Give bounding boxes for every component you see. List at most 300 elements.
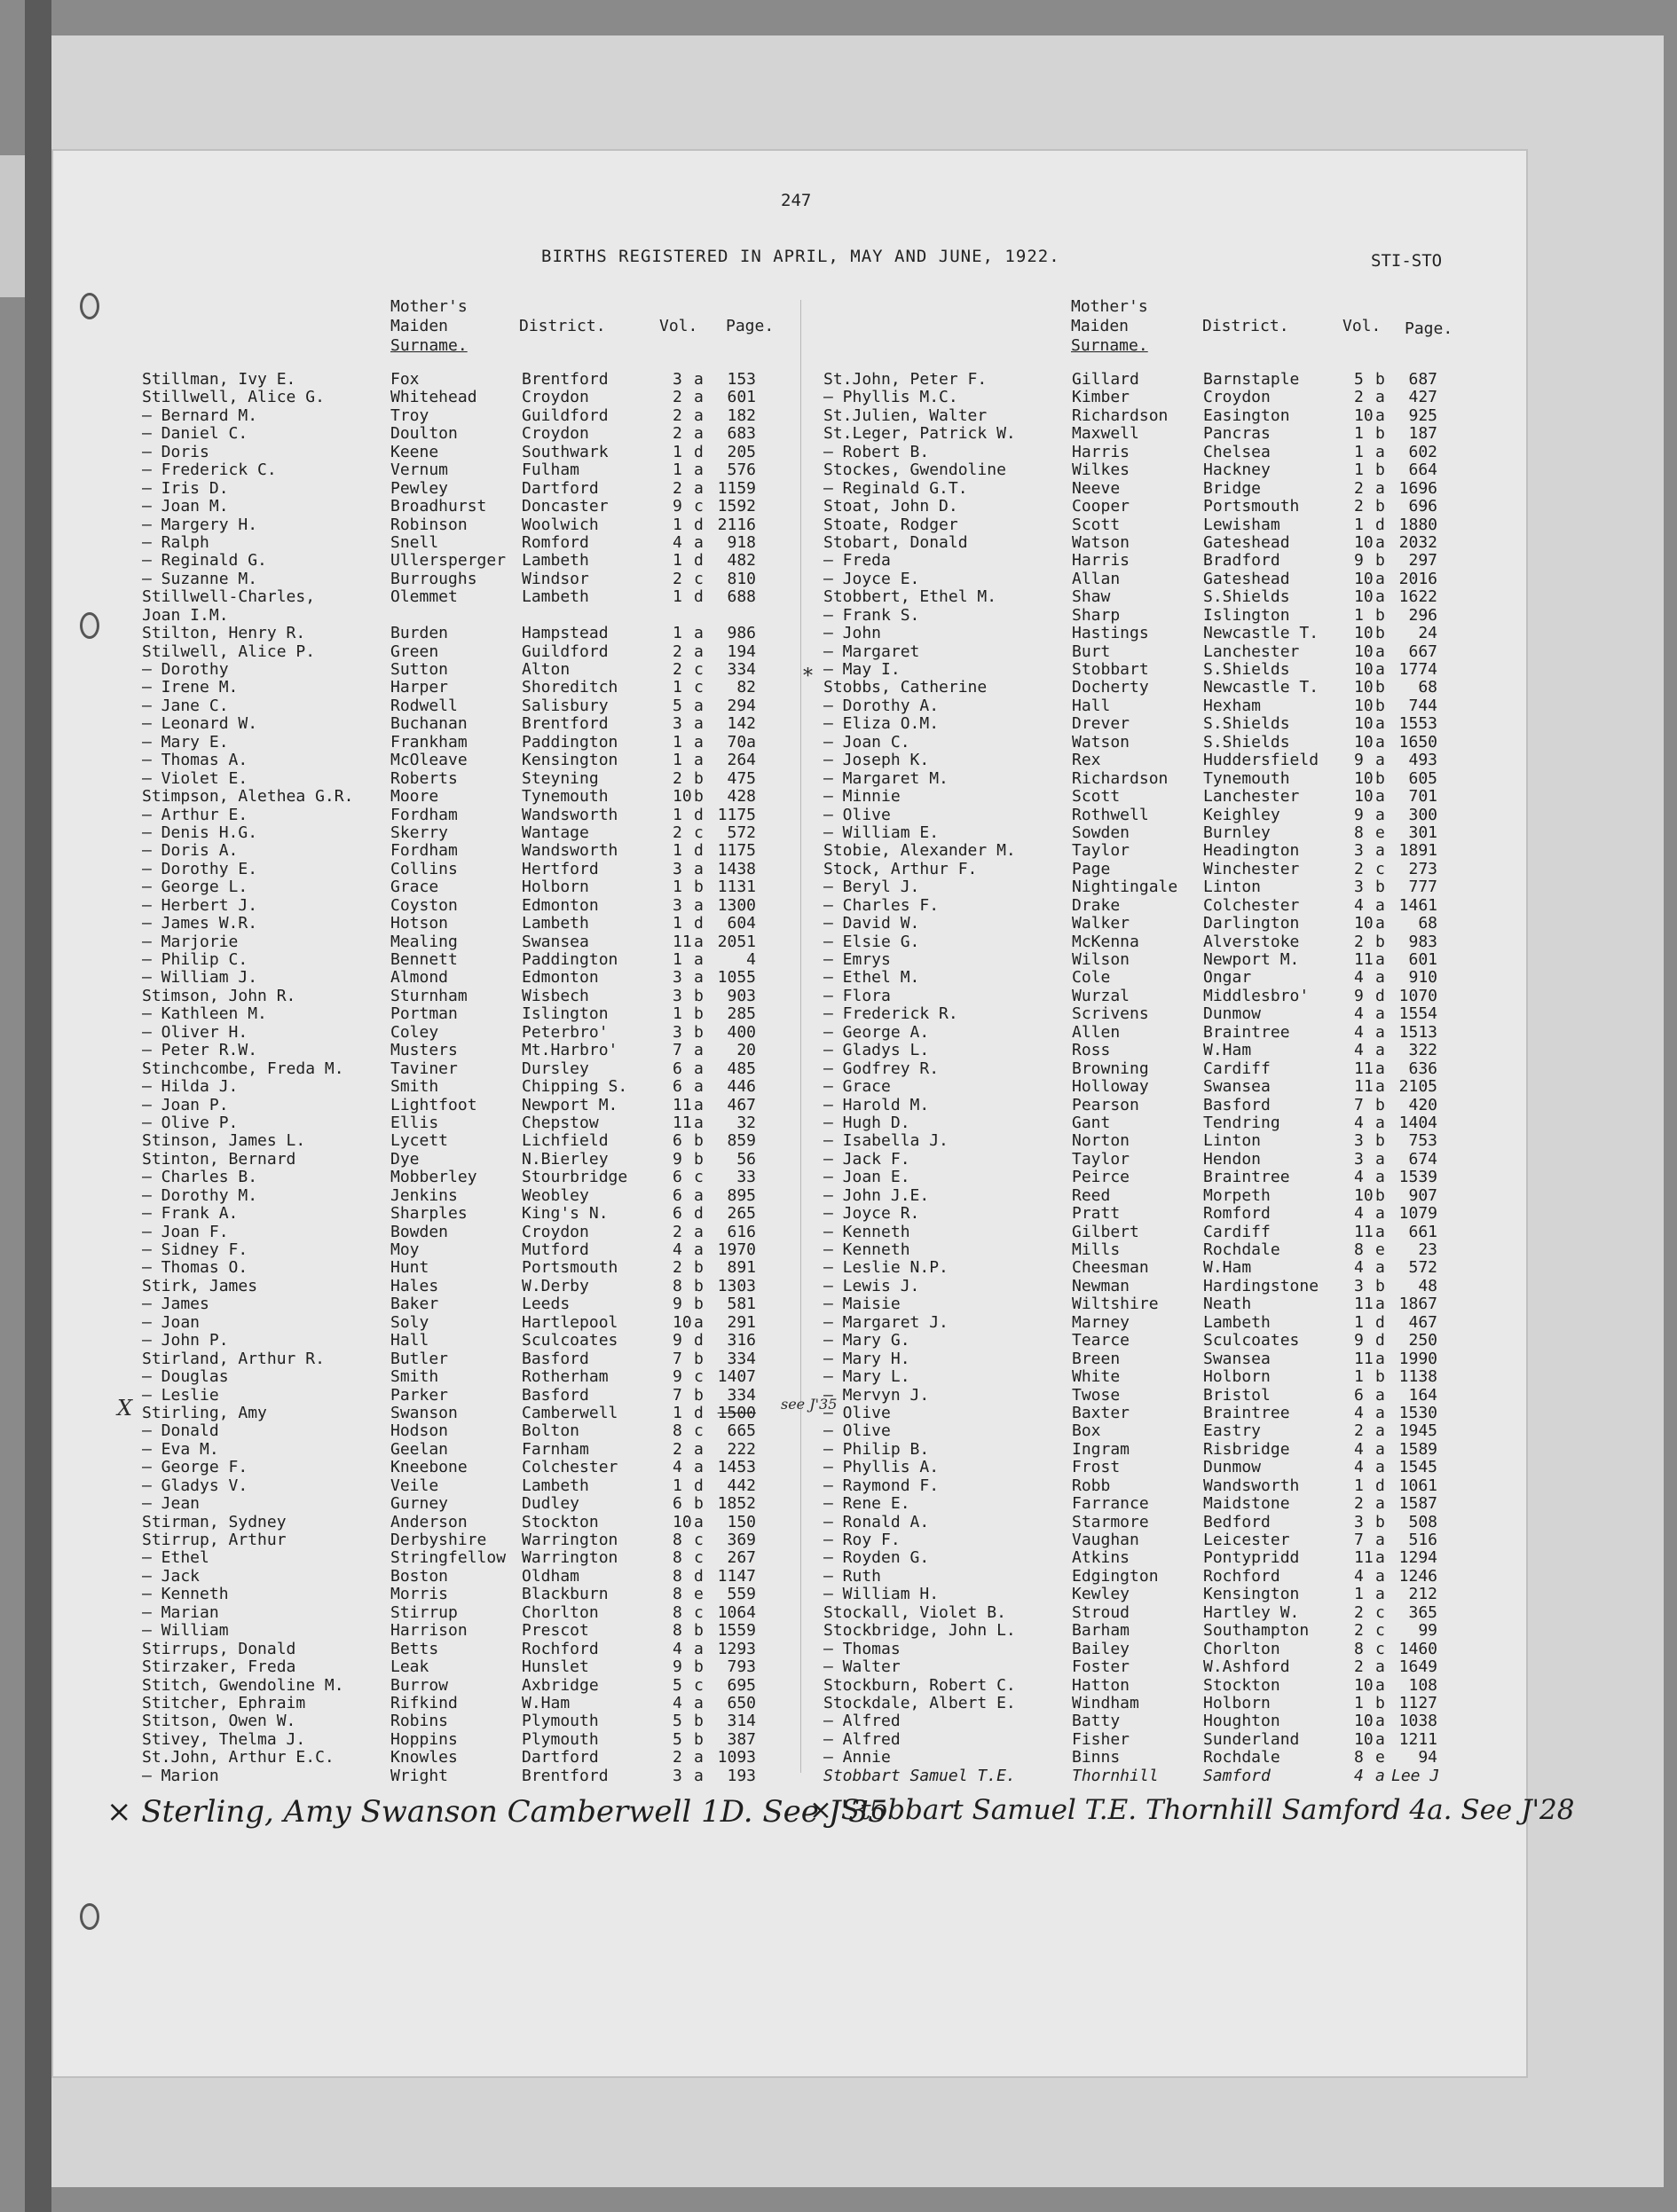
- entry-volume-letter: a: [694, 642, 704, 661]
- entry-volume-letter: a: [1375, 841, 1385, 861]
- register-entry: [142, 1132, 781, 1150]
- entry-page: 205: [727, 442, 756, 461]
- entry-district: Hexham: [1203, 696, 1262, 715]
- register-entry: [823, 1332, 1462, 1350]
- entry-mother-surname: Sturnham: [390, 986, 468, 1005]
- entry-name: — William H.: [823, 1585, 940, 1604]
- entry-mother-surname: Richardson: [1072, 768, 1169, 788]
- entry-page: 1175: [717, 805, 756, 824]
- entry-name: — Frank S.: [823, 605, 920, 625]
- entry-district: Islington: [522, 1004, 609, 1024]
- entry-page: 674: [1408, 1149, 1437, 1169]
- entry-mother-surname: Pearson: [1072, 1095, 1139, 1114]
- entry-district: Wandsworth: [1203, 1476, 1300, 1495]
- entry-volume-letter: a: [1375, 1077, 1385, 1097]
- entry-name: — Reginald G.: [142, 551, 267, 571]
- entry-district: Axbridge: [522, 1675, 599, 1695]
- entry-name: Stoate, Rodger: [823, 515, 958, 534]
- entry-name: — Walter: [823, 1657, 901, 1677]
- entry-district: Newcastle T.: [1203, 624, 1319, 643]
- entry-mother-surname: Pratt: [1072, 1204, 1121, 1224]
- entry-mother-surname: Collins: [390, 859, 458, 878]
- register-entry: [823, 1459, 1462, 1476]
- entry-mother-surname: Morris: [390, 1585, 449, 1604]
- entry-mother-surname: Doulton: [390, 424, 458, 444]
- register-entry: [142, 516, 781, 534]
- register-entry: [823, 715, 1462, 733]
- entry-page: 1554: [1398, 1004, 1437, 1024]
- register-entry: [823, 1568, 1462, 1586]
- entry-name: — Peter R.W.: [142, 1041, 258, 1060]
- entry-volume-letter: a: [694, 968, 704, 988]
- entry-volume: 3: [673, 859, 682, 878]
- entry-name: — Margaret M.: [823, 768, 949, 788]
- register-entry: [142, 1712, 781, 1730]
- entry-district: Tynemouth: [522, 787, 609, 807]
- entry-name: — Hugh D.: [823, 1113, 910, 1132]
- entry-name: — Hilda J.: [142, 1077, 239, 1097]
- entry-district: S.Shields: [1203, 714, 1290, 734]
- entry-name: — Olive P.: [142, 1113, 239, 1132]
- entry-volume-letter: a: [1375, 1059, 1385, 1078]
- entry-volume: 10: [673, 787, 692, 807]
- entry-name: — George F.: [142, 1458, 248, 1477]
- entry-mother-surname: Stobbart: [1072, 660, 1149, 679]
- register-entry: [823, 607, 1462, 625]
- entry-mother-surname: Rex: [1072, 751, 1101, 770]
- register-entry: [142, 534, 781, 552]
- entry-mother-surname: Musters: [390, 1041, 458, 1060]
- register-entry: [142, 1677, 781, 1695]
- handwritten-entry-left: × Sterling, Amy Swanson Camberwell 1D. See J'35: [106, 1794, 887, 1830]
- register-entry: [823, 661, 1462, 679]
- entry-mother-surname: Allan: [1072, 569, 1121, 588]
- entry-mother-surname: Olemmet: [390, 587, 458, 607]
- entry-district: Brentford: [522, 1766, 609, 1785]
- entry-volume-letter: c: [694, 1675, 704, 1695]
- register-entry: [142, 951, 781, 969]
- entry-volume-letter: a: [1375, 1548, 1385, 1568]
- entry-volume-letter: b: [1375, 768, 1385, 788]
- entry-volume: 1: [1354, 461, 1364, 480]
- register-entry: [823, 697, 1462, 715]
- entry-district: Rotherham: [522, 1367, 609, 1387]
- entry-name: — Philip C.: [142, 950, 248, 969]
- register-entry: [823, 1405, 1462, 1422]
- register-entry: [142, 824, 781, 842]
- entry-name: Stitch, Gwendoline M.: [142, 1675, 344, 1695]
- entry-mother-surname: Holloway: [1072, 1077, 1149, 1097]
- entry-name: — Sidney F.: [142, 1240, 248, 1259]
- entry-page: 475: [727, 768, 756, 788]
- register-entry: [142, 679, 781, 697]
- entry-volume-letter: a: [694, 1312, 704, 1332]
- register-entry: [142, 1568, 781, 1586]
- entry-page: 56: [736, 1149, 756, 1169]
- entry-name: — Minnie: [823, 787, 901, 807]
- entry-name: — Ruth: [823, 1566, 882, 1586]
- register-entry: [142, 1405, 781, 1422]
- entry-district: Stockton: [1203, 1675, 1280, 1695]
- register-entry: [823, 480, 1462, 498]
- register-entry: [142, 1005, 781, 1023]
- entry-district: Southwark: [522, 442, 609, 461]
- register-entry: [142, 1514, 781, 1531]
- register-entry: [823, 425, 1462, 443]
- entry-name: Stockes, Gwendoline: [823, 461, 1006, 480]
- entry-name: Stillwell, Alice G.: [142, 388, 325, 407]
- entry-page: 2016: [1398, 569, 1437, 588]
- header-vol-left: Vol.: [659, 317, 698, 335]
- entry-mother-surname: Taylor: [1072, 1149, 1130, 1169]
- entry-mother-surname: Burden: [390, 624, 449, 643]
- entry-district: Linton: [1203, 878, 1262, 897]
- entry-mother-surname: Moy: [390, 1240, 420, 1259]
- entry-mother-surname: Gant: [1072, 1113, 1111, 1132]
- entry-mother-surname: Kneebone: [390, 1458, 468, 1477]
- entry-name: — Roy F.: [823, 1531, 901, 1549]
- entry-volume-letter: d: [694, 841, 704, 861]
- entry-volume: 1: [673, 1004, 682, 1024]
- entry-volume: 2: [1354, 859, 1364, 878]
- entry-page: 285: [727, 1004, 756, 1024]
- entry-volume-letter: b: [1375, 1095, 1385, 1114]
- entry-volume: 6: [673, 1077, 682, 1097]
- entry-mother-surname: Lycett: [390, 1131, 449, 1151]
- register-entry: [142, 1205, 781, 1223]
- entry-volume: 8: [673, 1531, 682, 1549]
- entry-mother-surname: Fordham: [390, 841, 458, 861]
- entry-mother-surname: Ross: [1072, 1041, 1111, 1060]
- entry-name: — Frank A.: [142, 1204, 239, 1224]
- entry-volume: 10: [1354, 1185, 1374, 1205]
- register-entry: [823, 534, 1462, 552]
- entry-mother-surname: Veile: [390, 1476, 439, 1495]
- register-entry: [142, 607, 781, 625]
- entry-volume: 1: [673, 515, 682, 534]
- header-mother-right: Mother's Maiden Surname.: [1071, 297, 1148, 355]
- entry-page: 1460: [1398, 1639, 1437, 1658]
- entry-name: — Doris A.: [142, 841, 239, 861]
- entry-volume-letter: a: [1375, 1004, 1385, 1024]
- entry-volume-letter: b: [694, 1494, 704, 1514]
- entry-volume: 10: [1354, 1712, 1374, 1731]
- entry-district: Middlesbro': [1203, 986, 1310, 1005]
- entry-volume: 4: [1354, 895, 1364, 915]
- header-district-right: District.: [1202, 317, 1289, 335]
- entry-page: 365: [1408, 1602, 1437, 1622]
- entry-volume: 10: [1354, 624, 1374, 643]
- entry-volume: 8: [673, 1566, 682, 1586]
- entry-volume: 10: [1354, 1675, 1374, 1695]
- entry-name: — Oliver H.: [142, 1022, 248, 1042]
- entry-volume-letter: d: [694, 442, 704, 461]
- register-entry: [142, 1169, 781, 1186]
- entry-district: Maidstone: [1203, 1494, 1290, 1514]
- entry-name: Stirrup, Arthur: [142, 1531, 287, 1549]
- entry-name: — John P.: [142, 1331, 229, 1350]
- register-entry: [142, 425, 781, 443]
- entry-page: 427: [1408, 388, 1437, 407]
- entry-name: — Joyce E.: [823, 569, 920, 588]
- entry-mother-surname: Vernum: [390, 461, 449, 480]
- entry-volume: 10: [1354, 914, 1374, 933]
- entry-volume-letter: c: [694, 1531, 704, 1549]
- entry-volume-letter: a: [1375, 442, 1385, 461]
- entry-district: Hendon: [1203, 1149, 1262, 1169]
- entry-volume: 4: [673, 532, 682, 552]
- entry-volume-letter: a: [694, 1512, 704, 1531]
- entry-mother-surname: Dye: [390, 1149, 420, 1169]
- entry-volume-letter: a: [1375, 388, 1385, 407]
- entry-district: Cardiff: [1203, 1222, 1271, 1241]
- entry-district: Basford: [522, 1349, 589, 1368]
- entry-volume: 1: [673, 841, 682, 861]
- entry-volume: 6: [673, 1168, 682, 1187]
- entry-name: — Dorothy: [142, 660, 229, 679]
- entry-mother-surname: Hodson: [390, 1421, 449, 1441]
- entry-volume-letter: b: [694, 1385, 704, 1405]
- entry-volume-letter: b: [1375, 424, 1385, 444]
- entry-page: 99: [1418, 1621, 1437, 1641]
- register-entry: [823, 842, 1462, 860]
- entry-page: 1211: [1398, 1729, 1437, 1749]
- entry-name: Stobie, Alexander M.: [823, 841, 1016, 861]
- entry-volume: 5: [673, 1729, 682, 1749]
- entry-volume: 2: [673, 768, 682, 788]
- entry-name: — Ethel: [142, 1548, 209, 1568]
- register-entry: [142, 1350, 781, 1368]
- entry-district: Bridge: [1203, 478, 1262, 498]
- entry-name: — Jack: [142, 1566, 201, 1586]
- entry-name: — Royden G.: [823, 1548, 930, 1568]
- entry-mother-surname: Sharples: [390, 1204, 468, 1224]
- entry-district: Dartford: [522, 1748, 599, 1767]
- entry-mother-surname: Neeve: [1072, 478, 1121, 498]
- register-entry: [823, 1422, 1462, 1440]
- entry-mother-surname: Troy: [390, 405, 429, 425]
- entry-volume-letter: c: [694, 1602, 704, 1622]
- entry-volume: 2: [673, 1439, 682, 1459]
- entry-page: 400: [727, 1022, 756, 1042]
- entry-name: — Dorothy E.: [142, 859, 258, 878]
- entry-volume: 4: [1354, 968, 1364, 988]
- entry-mother-surname: Soly: [390, 1312, 429, 1332]
- entry-name: St.Leger, Patrick W.: [823, 424, 1016, 444]
- entry-volume: 4: [1354, 1041, 1364, 1060]
- entry-volume-letter: a: [694, 1059, 704, 1078]
- entry-name: — Eva M.: [142, 1439, 219, 1459]
- entry-mother-surname: Sowden: [1072, 823, 1130, 842]
- entry-name: — Charles B.: [142, 1168, 258, 1187]
- entry-page: 442: [727, 1476, 756, 1495]
- entry-volume-letter: b: [1375, 1693, 1385, 1712]
- entry-name: — Alfred: [823, 1712, 901, 1731]
- entry-page: 32: [736, 1113, 756, 1132]
- entry-mother-surname: Breen: [1072, 1349, 1121, 1368]
- entry-mother-surname: Bailey: [1072, 1639, 1130, 1658]
- entry-district: Brentford: [522, 714, 609, 734]
- entry-volume-letter: b: [1375, 696, 1385, 715]
- entry-district: Romford: [522, 532, 589, 552]
- entry-mother-surname: Starmore: [1072, 1512, 1149, 1531]
- entry-page: Lee J: [1391, 1766, 1440, 1785]
- register-entry: [142, 588, 781, 606]
- entry-page: 1649: [1398, 1657, 1437, 1677]
- entry-page: 68: [1418, 914, 1437, 933]
- entry-page: 1294: [1398, 1548, 1437, 1568]
- register-entry: [142, 498, 781, 516]
- entry-district: Braintree: [1203, 1022, 1290, 1042]
- entry-district: Doncaster: [522, 497, 609, 516]
- entry-mother-surname: Tearce: [1072, 1331, 1130, 1350]
- entry-page: 82: [736, 678, 756, 697]
- entry-volume-letter: a: [694, 714, 704, 734]
- entry-volume: 9: [673, 497, 682, 516]
- entry-page: 142: [727, 714, 756, 734]
- entry-mother-surname: Hall: [1072, 696, 1111, 715]
- entry-mother-surname: Rodwell: [390, 696, 458, 715]
- entry-page: 664: [1408, 461, 1437, 480]
- register-entry: [823, 1477, 1462, 1495]
- entry-page: 1587: [1398, 1494, 1437, 1514]
- entry-name: — Kathleen M.: [142, 1004, 267, 1024]
- entry-page: 907: [1408, 1185, 1437, 1205]
- entry-mother-surname: Thornhill: [1072, 1766, 1159, 1785]
- entry-district: Paddington: [522, 950, 618, 969]
- entry-district: Pontypridd: [1203, 1548, 1300, 1568]
- entry-volume-letter: a: [1375, 914, 1385, 933]
- entry-page: 859: [727, 1131, 756, 1151]
- entry-district: Prescot: [522, 1621, 589, 1641]
- entry-volume-letter: b: [694, 1258, 704, 1278]
- entry-page: 1061: [1398, 1476, 1437, 1495]
- entry-mother-surname: Stirrup: [390, 1602, 458, 1622]
- register-entry: [142, 878, 781, 896]
- register-entry: [142, 1604, 781, 1622]
- entry-volume: 2: [673, 1222, 682, 1241]
- register-entry: [823, 571, 1462, 588]
- entry-volume: 1: [673, 587, 682, 607]
- register-entry: [823, 807, 1462, 824]
- entry-name: Stockdale, Albert E.: [823, 1693, 1016, 1712]
- entry-district: Huddersfield: [1203, 751, 1319, 770]
- register-entry: [823, 1641, 1462, 1658]
- register-entry: [142, 1622, 781, 1640]
- entry-page: 903: [727, 986, 756, 1005]
- entry-volume-letter: a: [1375, 1149, 1385, 1169]
- entry-volume: 2: [1354, 478, 1364, 498]
- entry-mother-surname: Drake: [1072, 895, 1121, 915]
- register-entry: [142, 407, 781, 425]
- entry-name: — Godfrey R.: [823, 1059, 940, 1078]
- entry-volume: 9: [1354, 986, 1364, 1005]
- register-entry: [823, 734, 1462, 752]
- entry-volume: 9: [673, 1149, 682, 1169]
- entry-page: 1131: [717, 878, 756, 897]
- entry-volume-letter: b: [1375, 461, 1385, 480]
- cross-mark-right: *: [803, 665, 813, 688]
- entry-page: 696: [1408, 497, 1437, 516]
- register-entry: [823, 1078, 1462, 1096]
- register-entry: [823, 1151, 1462, 1169]
- entry-volume-letter: a: [694, 859, 704, 878]
- register-entry: [142, 1078, 781, 1096]
- entry-volume: 1: [1354, 1585, 1364, 1604]
- entry-mother-surname: Maxwell: [1072, 424, 1139, 444]
- entry-district: Bristol: [1203, 1385, 1271, 1405]
- register-entry: [823, 1350, 1462, 1368]
- entry-name: Stirzaker, Freda: [142, 1657, 296, 1677]
- entry-volume-letter: a: [1375, 751, 1385, 770]
- entry-district: Hackney: [1203, 461, 1271, 480]
- entry-volume: 7: [673, 1385, 682, 1405]
- entry-volume-letter: a: [1375, 1113, 1385, 1132]
- entry-page: 4: [746, 950, 756, 969]
- entry-mother-surname: Stringfellow: [390, 1548, 507, 1568]
- entry-volume-letter: b: [694, 1729, 704, 1749]
- entry-page: 581: [727, 1295, 756, 1314]
- entry-mother-surname: Harrison: [390, 1621, 468, 1641]
- entry-name: — Arthur E.: [142, 805, 248, 824]
- entry-district: Rochford: [522, 1639, 599, 1658]
- entry-page: 2032: [1398, 532, 1437, 552]
- entry-district: Leeds: [522, 1295, 571, 1314]
- entry-volume: 10: [1354, 587, 1374, 607]
- entry-volume-letter: a: [1375, 405, 1385, 425]
- entry-volume-letter: b: [694, 1022, 704, 1042]
- entry-volume: 2: [673, 424, 682, 444]
- entry-district: Leicester: [1203, 1531, 1290, 1549]
- entry-district: Edmonton: [522, 968, 599, 988]
- register-entry: [142, 1549, 781, 1567]
- left-edge-tab: [0, 155, 25, 297]
- entry-volume: 2: [673, 405, 682, 425]
- entry-volume: 4: [1354, 1566, 1364, 1586]
- entry-mother-surname: Atkins: [1072, 1548, 1130, 1568]
- register-entry: [142, 1224, 781, 1241]
- entry-mother-surname: Robb: [1072, 1476, 1111, 1495]
- entry-volume: 9: [1354, 751, 1364, 770]
- entry-district: Hunslet: [522, 1657, 589, 1677]
- entry-mother-surname: Scott: [1072, 515, 1121, 534]
- entry-volume-letter: d: [694, 805, 704, 824]
- entry-name: — Thomas O.: [142, 1258, 248, 1278]
- entry-mother-surname: Kewley: [1072, 1585, 1130, 1604]
- entry-volume: 10: [1354, 1729, 1374, 1749]
- entry-page: 1055: [717, 968, 756, 988]
- entry-district: Rochford: [1203, 1566, 1280, 1586]
- register-entry: [823, 1549, 1462, 1567]
- entry-volume: 1: [1354, 1476, 1364, 1495]
- entry-mother-surname: Derbyshire: [390, 1531, 487, 1549]
- entry-mother-surname: Parker: [390, 1385, 449, 1405]
- entry-name: — Mary L.: [823, 1367, 910, 1387]
- entry-page: 297: [1408, 551, 1437, 571]
- register-entry: [142, 444, 781, 461]
- entry-mother-surname: Frost: [1072, 1458, 1121, 1477]
- entry-page: 1545: [1398, 1458, 1437, 1477]
- entry-page: 1453: [717, 1458, 756, 1477]
- entry-mother-surname: Hales: [390, 1276, 439, 1295]
- entry-page: 446: [727, 1077, 756, 1097]
- entry-volume-letter: a: [694, 1439, 704, 1459]
- entry-volume-letter: b: [694, 1657, 704, 1677]
- register-entry: [823, 588, 1462, 606]
- register-entry: [142, 1459, 781, 1476]
- entry-page: 665: [727, 1421, 756, 1441]
- entry-mother-surname: Twose: [1072, 1385, 1121, 1405]
